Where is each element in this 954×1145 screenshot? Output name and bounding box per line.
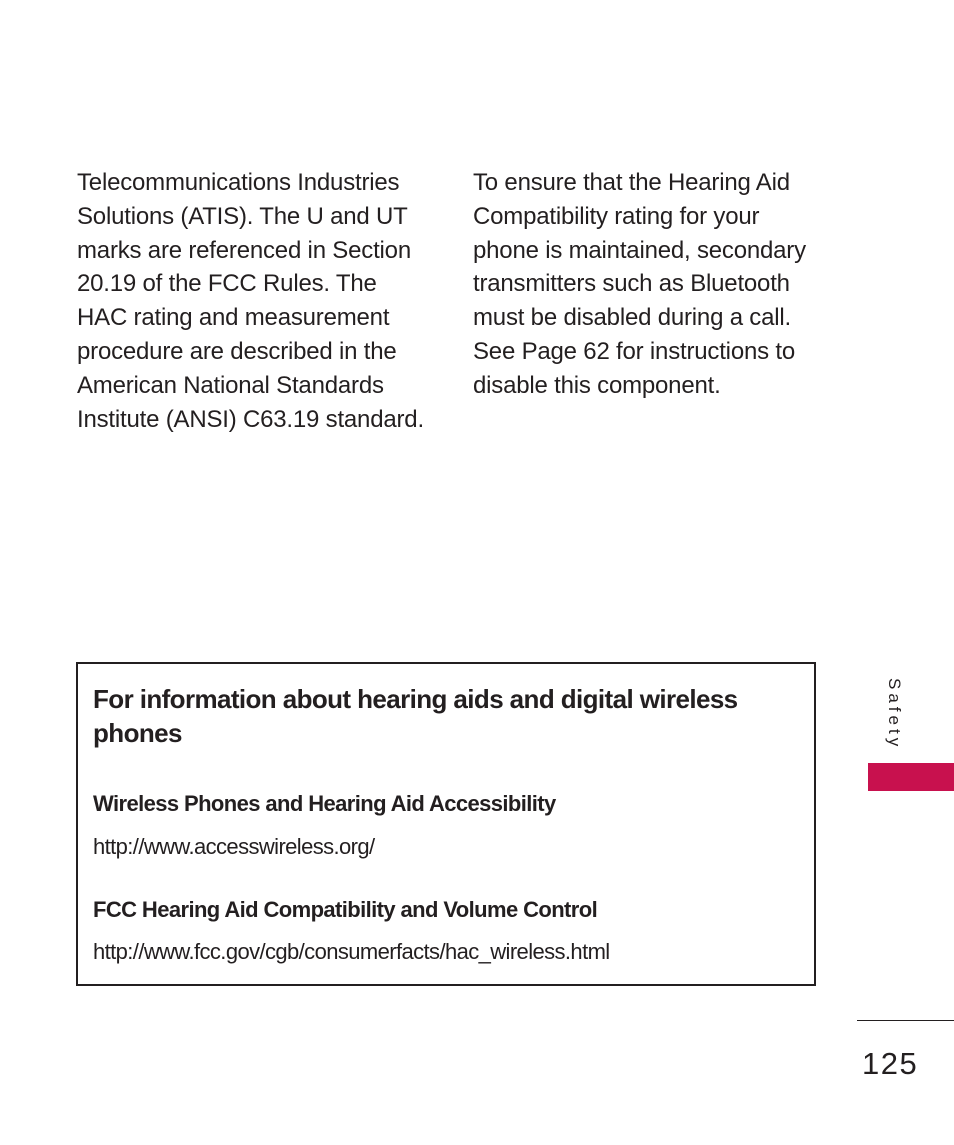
- section-label: Safety: [885, 678, 904, 751]
- left-column-text: Telecommunications Industries Solutions (ATIS). The U and UT marks are referenced in Section 20.19 of the FCC Rules. The HAC rating and measurement procedure are described in the American National Standards Institute (ANSI) C63.19 standard.: [77, 169, 424, 433]
- right-column: [473, 166, 823, 403]
- fcc-hac-link[interactable]: http://www.fcc.gov/cgb/consumerfacts/hac_wireless.html: [93, 939, 610, 964]
- hearing-aid-info-box: [76, 662, 816, 986]
- accesswireless-link[interactable]: http://www.accesswireless.org/: [93, 834, 375, 859]
- info-box-title: For information about hearing aids and digital wireless phones: [93, 684, 738, 748]
- page-number-rule: [857, 1020, 954, 1021]
- fcc-hac-heading: FCC Hearing Aid Compatibility and Volume Control: [93, 897, 598, 922]
- page-number: 125: [862, 1046, 919, 1081]
- section-tab-marker: [868, 763, 954, 791]
- right-column-text: To ensure that the Hearing Aid Compatibility rating for your phone is maintained, secondary transmitters such as Bluetooth must be disabled during a call. See Page 62 for instructions to disable this component.: [473, 169, 806, 399]
- accessibility-heading: Wireless Phones and Hearing Aid Accessibility: [93, 791, 556, 816]
- left-column: [77, 166, 427, 436]
